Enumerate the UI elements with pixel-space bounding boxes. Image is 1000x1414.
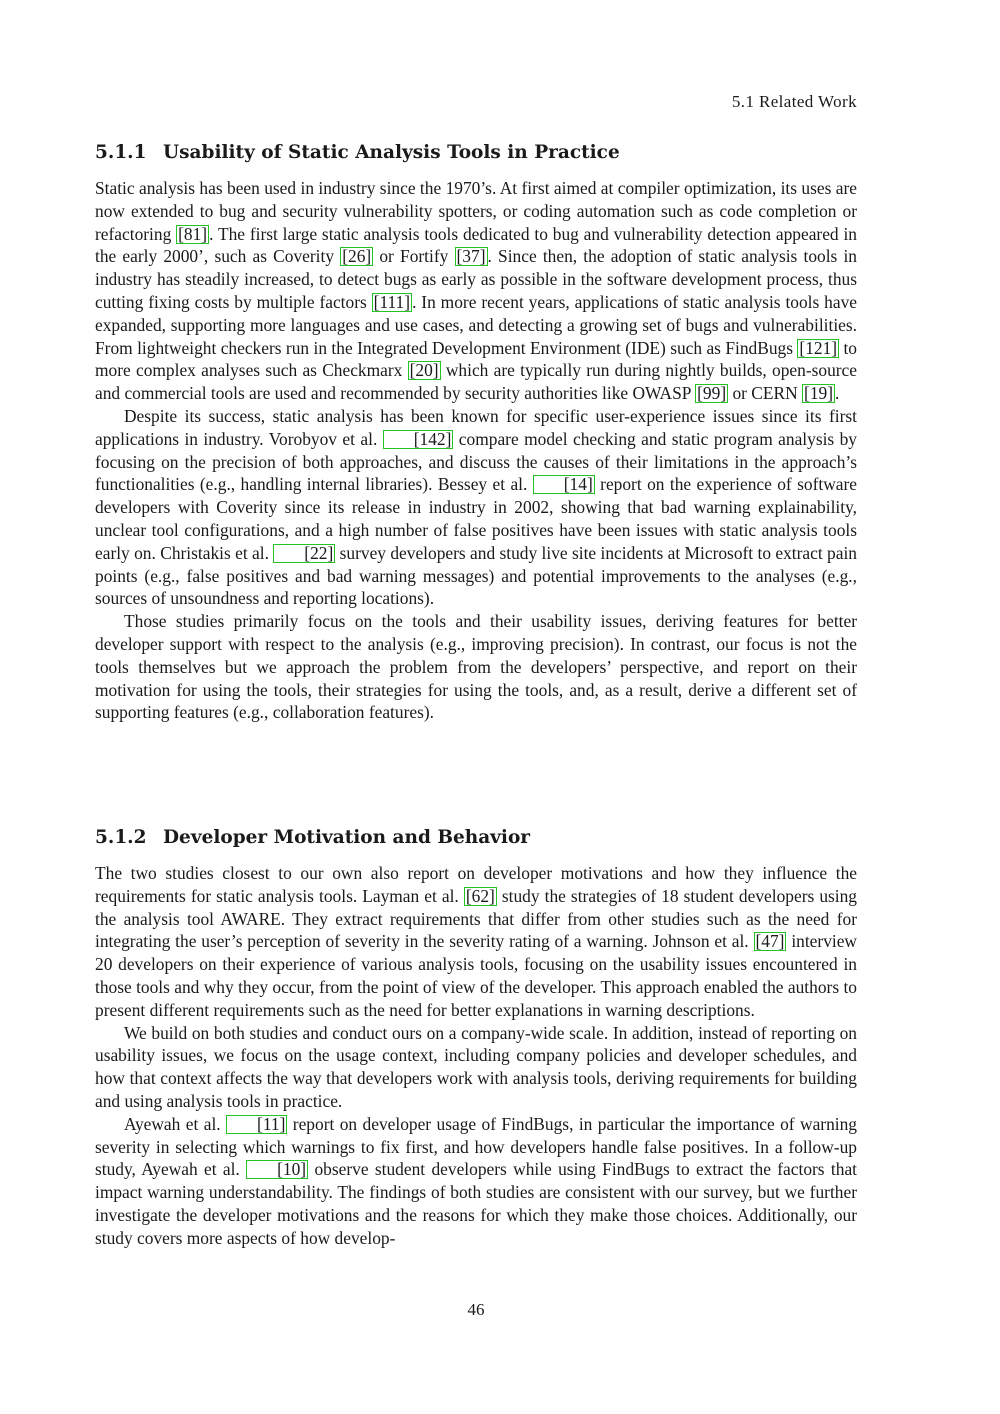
paragraph-text: study the strategies of 18 student developers using the analysis tool AWARE. They extract requirements that differ from other studies such as the need for integrating the user’s perception of severity in the severity rating of a warning. Johnson et al. [95, 885, 858, 952]
paragraph-text: We build on both studies and conduct ours on a company-wide scale. In addition, instead of reporting on usability issues, we focus on the usage context, including company policies and developer schedules, and how that context affects the way that developers work with analysis tools, deriving requirements for building and using analysis tools in practice. [95, 1022, 857, 1111]
citation-link[interactable]: [121] [799, 337, 838, 358]
paragraph-text: report on developer usage of FindBugs, in particular the importance of warning severity in selecting which warnings to fix first, and how developers handle false positives. In a follow-up study, Ayewah et al. [95, 1113, 857, 1180]
page-number: 46 [467, 1300, 485, 1319]
section-number: 5.1.2 [95, 827, 147, 848]
paragraph [95, 862, 857, 1022]
citation-link[interactable]: [11] [226, 1115, 287, 1134]
paragraph-text: The two studies closest to our own also report on developer motivations and how they influence the requirements for static analysis tools. Layman et al. [95, 863, 857, 906]
section-title: Developer Motivation and Behavior [163, 827, 531, 848]
paragraph-text: interview 20 developers on their experience of various analysis tools, focusing on the usability issues encountered in those tools and why they occur, from the point of view of the developer. This approach enabled the authors to present different requirements such as the need for better explanations in warning descriptions. [95, 931, 857, 1020]
paragraph-text: report on the experience of software developers with Coverity since its release in industry in 2002, showing that bad warning explainability, unclear tool configurations, and a high number of false positives have been issues with static analysis tools early on. Christakis et al. [95, 474, 857, 563]
paragraph-text: which are typically run during nightly builds, open-source and commercial tools are used and recommended by security authorities like OWASP [95, 360, 857, 404]
paragraph [95, 610, 857, 724]
citation-link[interactable]: [99] [697, 383, 727, 404]
citation-link[interactable]: [14] [533, 475, 595, 494]
paragraph [95, 1022, 857, 1113]
section-heading [95, 826, 857, 850]
citation-link[interactable]: [111] [373, 291, 411, 312]
paragraph-text: Those studies primarily focus on the tools and their usability issues, deriving features for better developer support with respect to the analysis (e.g., improving precision). In contrast, our focus is not the tools themselves but we approach the problem from the developers’ perspective, and report on their motivation for using the tools, their strategies for using the tools, and, as a result, derive a different set of supporting features (e.g., collaboration features). [95, 611, 857, 723]
citation-link[interactable]: [62] [465, 885, 495, 906]
citation-link[interactable]: [142] [383, 430, 454, 449]
section-body [95, 862, 857, 1250]
section-body [95, 177, 857, 724]
citation-link[interactable]: [22] [273, 544, 335, 563]
paragraph [95, 177, 857, 405]
citation-link[interactable]: [47] [755, 931, 785, 952]
paragraph-text: . In more recent years, applications of static analysis tools have expanded, supporting more languages and use cases, and detecting a growing set of bugs and vulnerabilities. From lightweight checkers run in the Integrated Development Environment (IDE) such as FindBugs [95, 291, 857, 358]
paragraph-text: . [835, 383, 840, 404]
paragraph-text: Despite its success, static analysis has been known for specific user-experience issues since its first applications in industry. Vorobyov et al. [95, 405, 857, 449]
citation-link[interactable]: [19] [804, 383, 834, 404]
citation-link[interactable]: [81] [178, 223, 208, 244]
paragraph-text: or CERN [728, 383, 803, 404]
paragraph-text: compare model checking and static program analysis by focusing on the precision of both approaches, and discuss the causes of their limitations in the approach’s functionalities (e.g., handling internal libraries). Bessey et al. [95, 428, 857, 495]
paragraph [95, 1113, 857, 1250]
paragraph-text: Ayewah et al. [124, 1113, 227, 1134]
running-head: 5.1 Related Work [731, 92, 857, 111]
paragraph [95, 405, 857, 610]
section-heading [95, 141, 857, 165]
citation-link[interactable]: [10] [246, 1160, 308, 1179]
citation-link[interactable]: [26] [342, 246, 372, 267]
section-title: Usability of Static Analysis Tools in Practice [163, 142, 620, 163]
paragraph-text: Static analysis has been used in industry since the 1970’s. At first aimed at compiler optimization, its uses are now extended to bug and security vulnerability spotters, or coding automation such as code completion or refactoring [95, 178, 857, 244]
section-number: 5.1.1 [95, 142, 147, 163]
paragraph-text: observe student developers while using FindBugs to extract the factors that impact warning understandability. The findings of both studies are consistent with our survey, but we further investigate the developer motivations and the reasons for which they make those choices. Additionally, our study covers more aspects of how develop- [95, 1159, 857, 1248]
paragraph-text: . The first large static analysis tools dedicated to bug and vulnerability detection appeared in the early 2000’, such as Coverity [95, 223, 857, 267]
paragraph-text: . Since then, the adoption of static analysis tools in industry has steadily increased, to detect bugs as early as possible in the software development process, thus cutting fixing costs by multiple factors [95, 246, 858, 312]
citation-link[interactable]: [37] [456, 246, 486, 267]
section-5-1-2 [95, 826, 857, 1250]
paragraph-text: survey developers and study live site incidents at Microsoft to extract pain points (e.g., false positives and bad warning messages) and potential improvements to the analyses (e.g., sources of unsoundness and reporting locations). [95, 542, 857, 609]
paragraph-text: to more complex analyses such as Checkmarx [95, 337, 858, 381]
section-5-1-1 [95, 141, 857, 724]
citation-link[interactable]: [20] [409, 360, 439, 381]
paragraph-text: or Fortify [373, 246, 455, 267]
